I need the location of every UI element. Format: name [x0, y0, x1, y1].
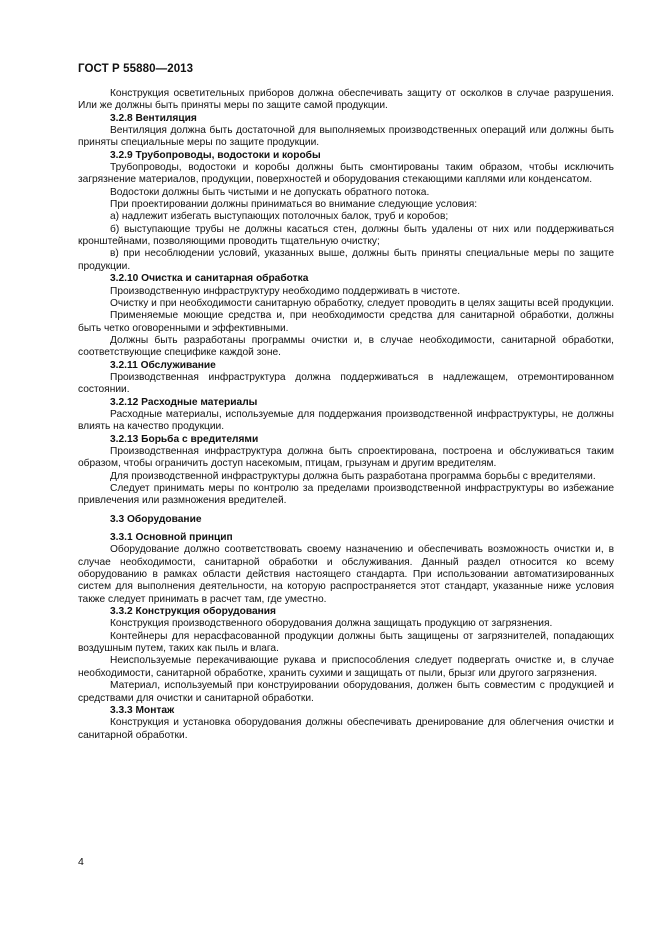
- paragraph: Производственную инфраструктуру необходимо поддерживать в чистоте.: [110, 285, 461, 297]
- section-heading: 3.2.10 Очистка и санитарная обработка: [110, 273, 309, 285]
- paragraph: Оборудование должно соответствовать своему назначению и обеспечивать возможность очистки и, в случае необходимости, санитарной обработки и обслуживания. Данный раздел относится ко всему оборудованию в рамках области действия настоящего стандарта. При использовании автоматизированных систем для выполнения деятельности, на которую распространяется этот стандарт, указанные ниже условия также следует принимать в расчет там, где уместно.: [78, 544, 614, 605]
- list-item: б) выступающие трубы не должны касаться стен, должны быть удалены от них или поддерживаться кронштейнами, позволяющими проводить тщательную очистку;: [78, 223, 614, 248]
- paragraph: Конструкция и установка оборудования должны обеспечивать дренирование для облегчения очистки и санитарной обработки.: [78, 717, 614, 741]
- paragraph: При проектировании должны приниматься во внимание следующие условия:: [110, 199, 478, 211]
- paragraph: Материал, используемый при конструировании оборудования, должен быть совместим с продукцией и средствами для очистки и санитарной обработки.: [78, 680, 614, 704]
- paragraph: Следует принимать меры по контролю за пределами производственной инфраструктуры во избежание привлечения или размножения вредителей.: [78, 483, 614, 507]
- paragraph: Водостоки должны быть чистыми и не допускать обратного потока.: [110, 186, 430, 198]
- paragraph: Конструкция производственного оборудования должна защищать продукцию от загрязнения.: [110, 618, 553, 630]
- paragraph: Контейнеры для нерасфасованной продукции должны быть защищены от загрязнителей, попадающих воздушным путем, таких как пыль и влага.: [78, 630, 614, 655]
- section-heading: 3.3.1 Основной принцип: [110, 532, 233, 544]
- paragraph: Трубопроводы, водостоки и коробы должны быть смонтированы таким образом, чтобы исключить загрязнение материалов, продукции, поверхностей и оборудования стекающими каплями или конденсатом.: [78, 162, 614, 186]
- document-header: ГОСТ Р 55880—2013: [78, 63, 194, 75]
- paragraph: Расходные материалы, используемые для поддержания производственной инфраструктуры, не должны влиять на качество продукции.: [78, 408, 614, 433]
- section-heading: 3.3.2 Конструкция оборудования: [110, 606, 276, 618]
- paragraph: Для производственной инфраструктуры должна быть разработана программа борьбы с вредителями.: [110, 470, 596, 482]
- section-heading: 3.2.13 Борьба с вредителями: [110, 433, 259, 445]
- section-heading: 3.2.12 Расходные материалы: [110, 396, 258, 408]
- list-item: в) при несоблюдении условий, указанных выше, должны быть приняты специальные меры по защите продукции.: [78, 248, 614, 272]
- section-heading: 3.2.8 Вентиляция: [110, 112, 197, 124]
- paragraph: Производственная инфраструктура должна быть спроектирована, построена и обслуживаться таким образом, чтобы ограничить доступ насекомым, птицам, грызунам и другим вредителям.: [78, 445, 614, 470]
- paragraph: Производственная инфраструктура должна поддерживаться в надлежащем, отремонтированном состоянии.: [78, 371, 614, 396]
- section-heading: 3.3.3 Монтаж: [110, 704, 175, 716]
- list-item: а) надлежит избегать выступающих потолочных балок, труб и коробов;: [110, 211, 449, 223]
- page-number: 4: [78, 856, 84, 868]
- paragraph: Вентиляция должна быть достаточной для выполняемых производственных операций или должны быть приняты специальные меры по защите продукции.: [78, 125, 614, 149]
- section-heading: 3.2.9 Трубопроводы, водостоки и коробы: [110, 149, 321, 161]
- paragraph: Неиспользуемые перекачивающие рукава и приспособления следует подвергать очистке и, в случае необходимости, санитарной обработке, хранить сухими и защищать от пыли, брызг или другого загрязнения.: [78, 655, 614, 679]
- paragraph: Очистку и при необходимости санитарную обработку, следует проводить в целях защиты всей продукции.: [110, 297, 614, 309]
- paragraph: Должны быть разработаны программы очистки и, в случае необходимости, санитарной обработки, соответствующие специфике каждой зоне.: [78, 334, 614, 359]
- paragraph: Конструкция осветительных приборов должна обеспечивать защиту от осколков в случае разрушения. Или же должны быть приняты меры по защите самой продукции.: [78, 88, 614, 112]
- section-heading: 3.2.11 Обслуживание: [110, 359, 216, 371]
- paragraph: Применяемые моющие средства и, при необходимости средства для санитарной обработки, должны быть четко оговоренными и эффективными.: [78, 310, 614, 334]
- document-body: [78, 88, 614, 742]
- chapter-heading: 3.3 Оборудование: [110, 513, 202, 525]
